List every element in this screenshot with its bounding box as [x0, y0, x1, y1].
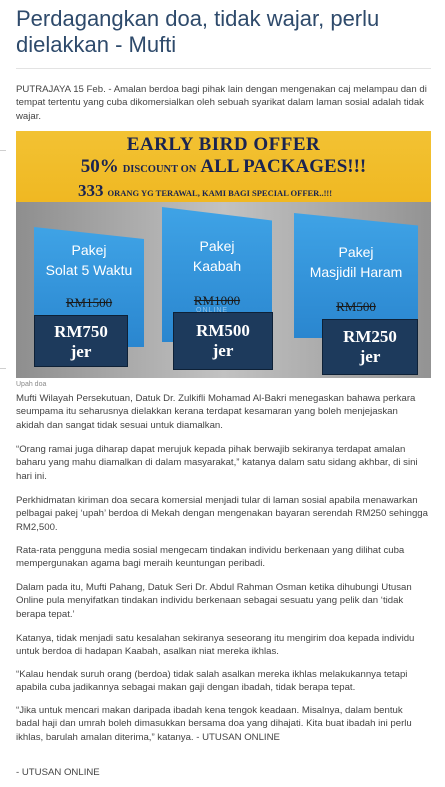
article-signoff: - UTUSAN ONLINE [16, 767, 100, 778]
article-paragraph: Mufti Wilayah Persekutuan, Datuk Dr. Zulkifli Mohamad Al-Bakri menegaskan bahawa perkara seumpama itu seharusnya dielakkan kerana terdapat kesamaran yang boleh menjejaskan akidah dan sangat tidak sesuai untuk diamalkan. [16, 393, 416, 431]
article-paragraph: “Kalau hendak suruh orang (berdoa) tidak salah asalkan mereka ikhlas melakukannya tetapi apabila cuba jadikannya sebagai makan gaji dengan ibadah, tidak berapa tepat. [16, 669, 408, 694]
article-paragraph: Perkhidmatan kiriman doa secara komersial menjadi tular di laman sosial apabila menawarkan pelbagai pakej ‘upah’ berdoa di Mekah dengan mengenakan bayaran serendah RM250 sehingga RM2,500. [16, 495, 428, 533]
left-divider [0, 368, 6, 369]
package-price: RM250 [343, 327, 397, 346]
package-name-line1: Pakej [199, 238, 235, 254]
package-price-suffix: jer [70, 342, 92, 361]
article-lead: PUTRAJAYA 15 Feb. - Amalan berdoa bagi pihak lain dengan mengenakan caj melampau dan di tempat tertentu yang cuba dikomersialkan oleh sebuah syarikat dalam laman sosial adalah tidak wajar. [16, 84, 427, 122]
discount-label: DISCOUNT ON [122, 164, 197, 175]
image-caption: Upah doa [16, 381, 47, 388]
article-paragraph: Dalam pada itu, Mufti Pahang, Datuk Seri Dr. Abdul Rahman Osman ketika dihubungi Utusan Online pula menyifatkan tindakan individu berkenaan sebagai sesuatu yang pelik dan ‘tidak berapa tepat.’ [16, 582, 412, 620]
offer-count-text: ORANG YG TERAWAL, KAMI BAGI SPECIAL OFFER..!!! [107, 188, 333, 198]
article-paragraph: Katanya, tidak menjadi satu kesalahan sekiranya seseorang itu mengirim doa kepada individu untuk berdoa di hadapan Kaabah, asalkan niat mereka ikhlas. [16, 633, 415, 658]
package-price-box [173, 312, 273, 370]
article-paragraph: Rata-rata pengguna media sosial mengecam tindakan individu berkenaan yang dilihat cuba mempergunakan agama bagi meraih keuntungan peribadi. [16, 545, 405, 570]
article-title: Perdagangkan doa, tidak wajar, perlu dielakkan - Mufti [16, 6, 380, 57]
package-name-line2: Kaabah [192, 258, 242, 274]
title-divider [16, 68, 431, 69]
article-paragraph: “Orang ramai juga diharap dapat merujuk kepada pihak berwajib sekiranya terdapat amalan baharu yang mahu diamalkan di dalam masyarakat,” katanya dalam satu sidang akhbar, di sini hari ini. [16, 444, 418, 482]
image-watermark: ONLINE [196, 307, 229, 314]
package-price-box [34, 315, 128, 367]
package-price-box [322, 319, 418, 375]
package-price: RM750 [54, 322, 108, 341]
offer-heading: EARLY BIRD OFFER [126, 134, 321, 155]
package-old-price: RM1500 [65, 295, 113, 310]
package-name-line2: Solat 5 Waktu [45, 262, 133, 278]
offer-count-number: 333 [78, 181, 104, 200]
package-old-price: RM1000 [193, 293, 241, 308]
package-price: RM500 [196, 321, 250, 340]
discount-tail: ALL PACKAGES!!! [200, 156, 367, 177]
package-price-suffix: jer [359, 347, 381, 366]
package-name-line1: Pakej [338, 244, 374, 260]
left-divider [0, 150, 6, 151]
package-name-line1: Pakej [71, 242, 107, 258]
offer-discount [16, 156, 431, 178]
article-image-banner [16, 131, 431, 378]
package-name-line2: Masjidil Haram [309, 264, 403, 280]
offer-count [78, 181, 332, 201]
discount-percent: 50% [80, 156, 119, 177]
article-paragraph: “Jika untuk mencari makan daripada ibadah kena tengok keadaan. Misalnya, dalam bentuk badal haji dan umrah boleh dimasukkan bersama doa yang dihajati. Kita buat ibadah ini perlu ikhlas, barulah amalan diterima,” katanya. - UTUSAN ONLINE [16, 705, 412, 743]
package-price-suffix: jer [212, 341, 234, 360]
package-old-price: RM500 [336, 299, 376, 314]
